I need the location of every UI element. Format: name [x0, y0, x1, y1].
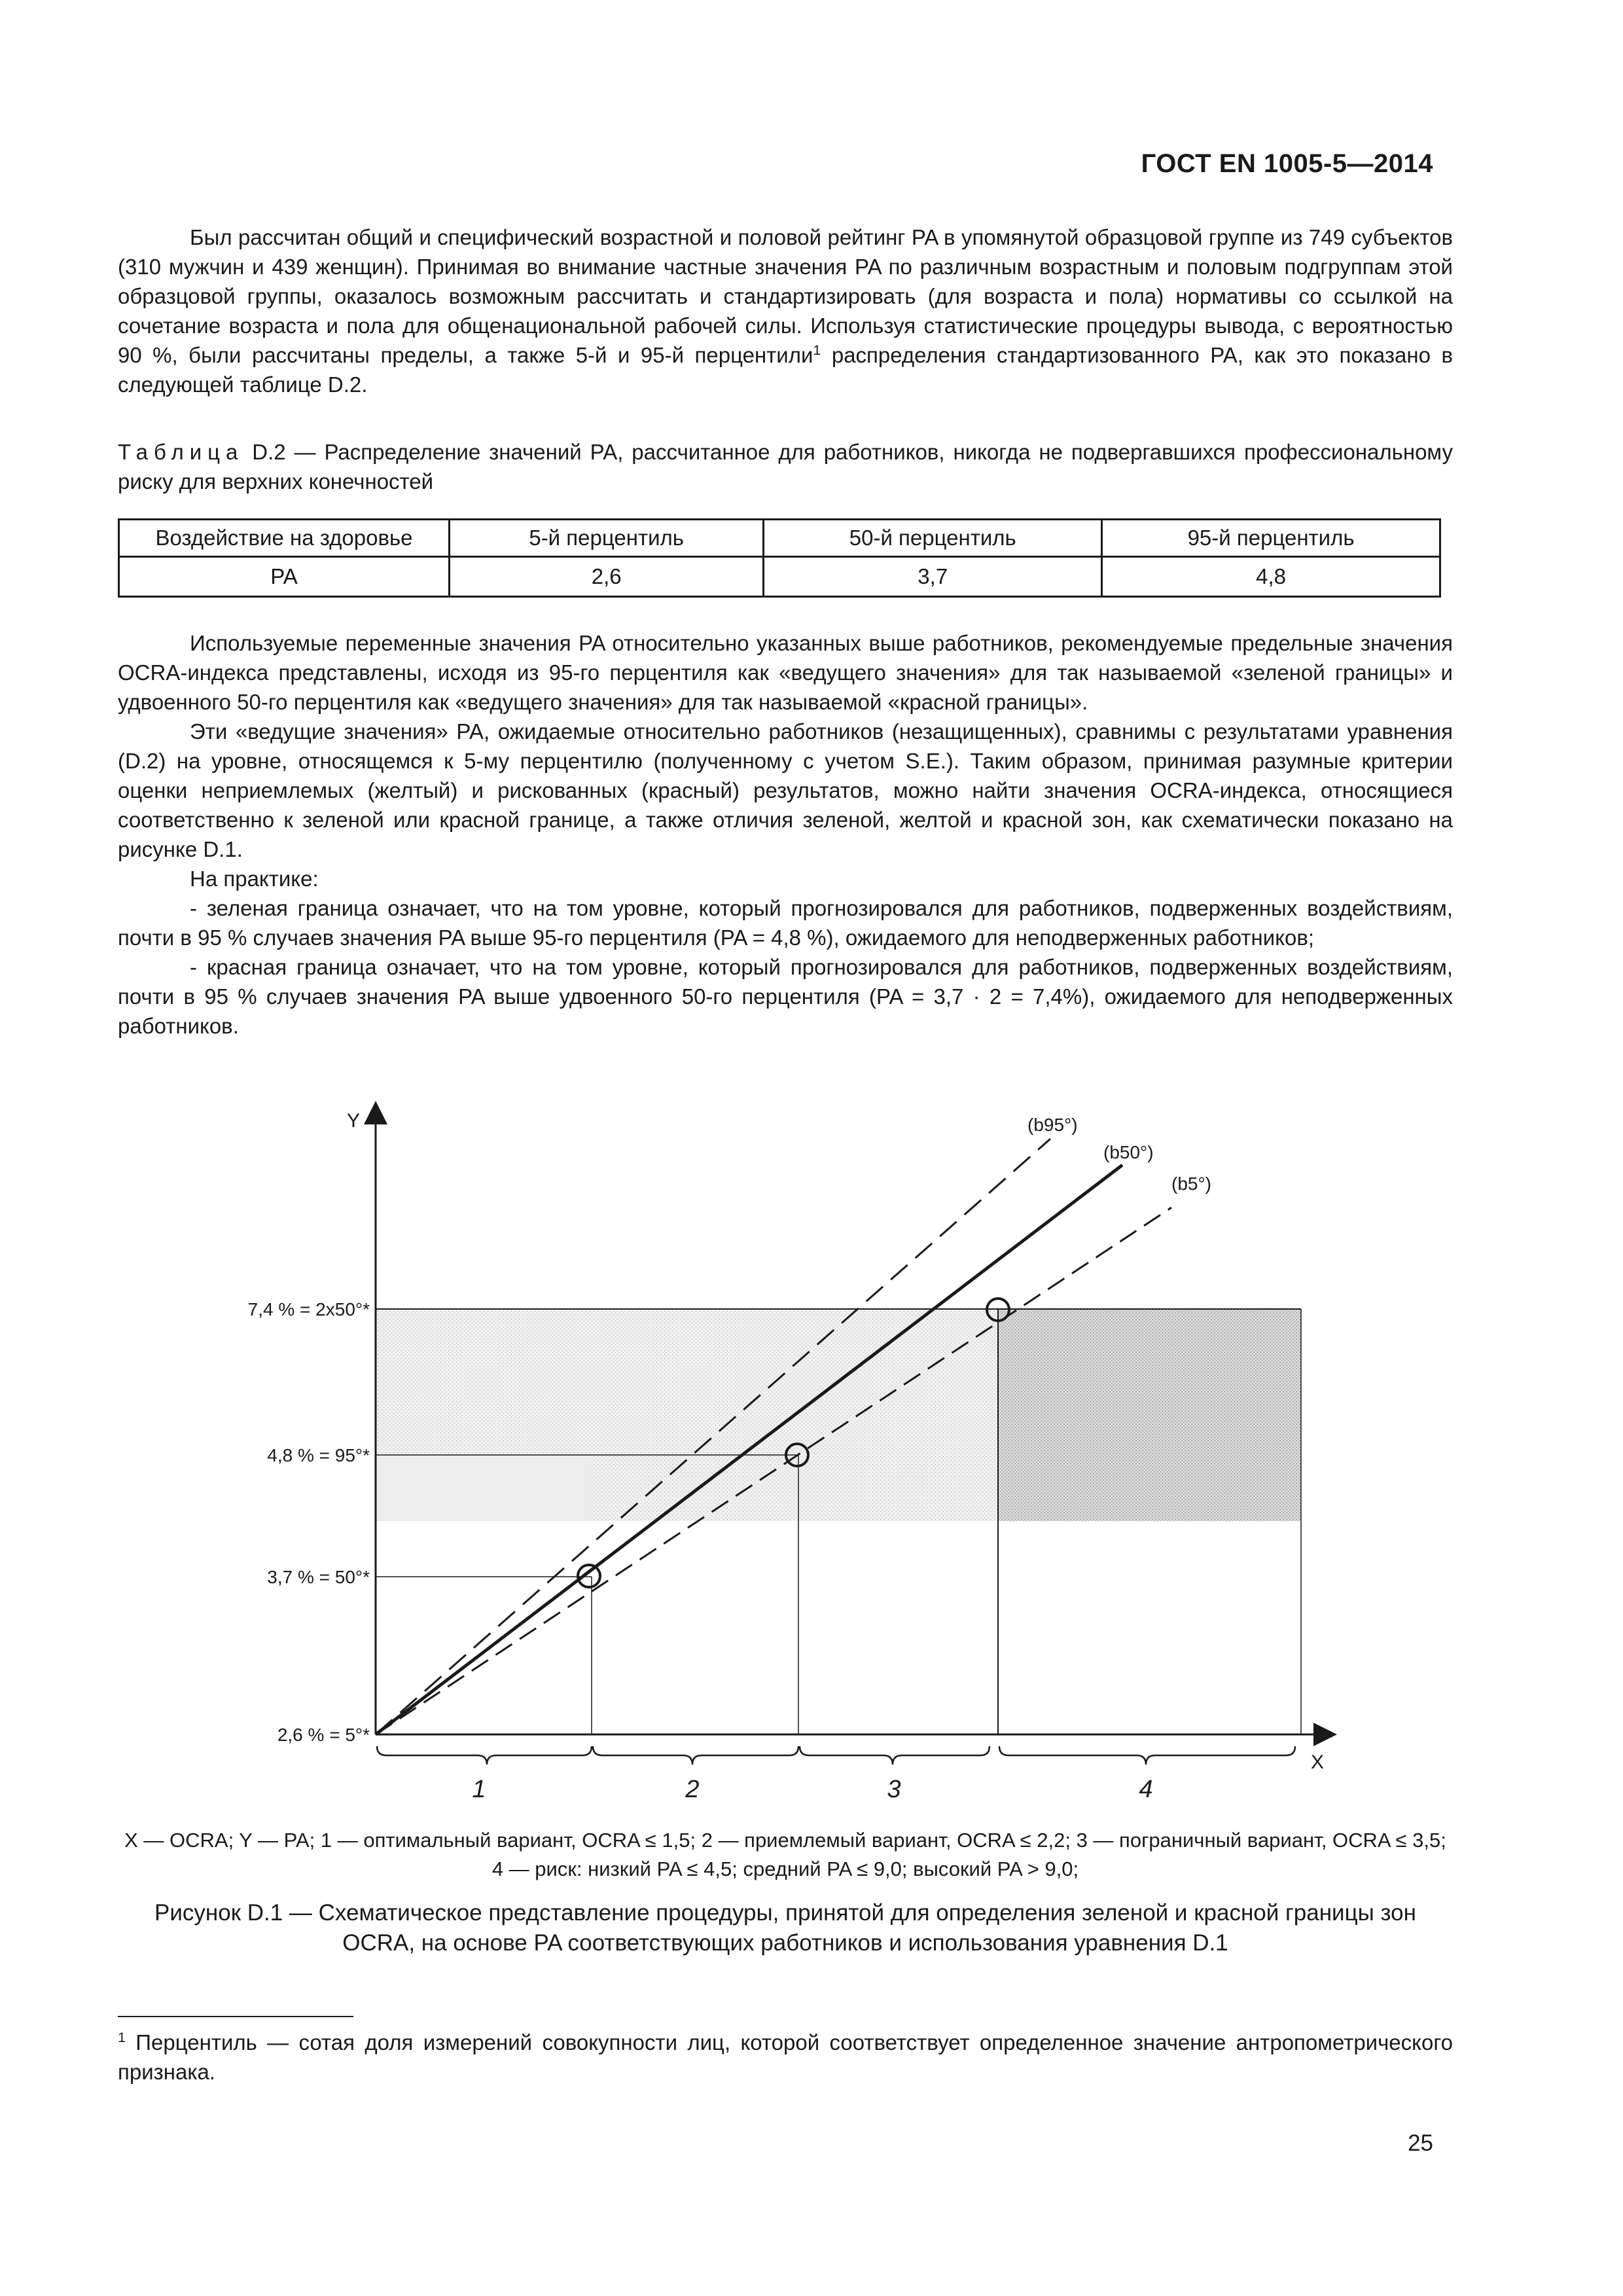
body-text	[118, 628, 1453, 1041]
paragraph: - красная граница означает, что на том уровне, который прогнозировался для работников, подверженных воздействиям, почти в 95 % случаев значения PA выше удвоенного 50-го перцентиля (PA = 3,7 · 2 = 7,4%), ожидаемого для неподверженных работников.	[118, 955, 1453, 1038]
table-header-cell: 95-й перцентиль	[1102, 520, 1440, 557]
paragraph: - зеленая граница означает, что на том уровне, который прогнозировался для работников, подверженных воздействиям, почти в 95 % случаев значения PA выше 95-го перцентиля (PA = 4,8 %), ожидаемого для неподверженных работников;	[118, 896, 1453, 950]
table-cell: PA	[119, 557, 450, 597]
figure-legend: X — OCRA; Y — PA; 1 — оптимальный вариант, OCRA ≤ 1,5; 2 — приемлемый вариант, OCRA ≤ 2,2; 3 — пограничный вариант, OCRA ≤ 3,5; 4 — риск: низкий PA ≤ 4,5; средний PA ≤ 9,0; высокий PA > 9,0;	[124, 1829, 1446, 1880]
table-caption-label: Таблица	[118, 440, 244, 464]
table-row	[119, 557, 1440, 597]
intro-paragraph	[118, 223, 1453, 399]
y-tick-label: 2,6 % = 5°*	[277, 1725, 370, 1745]
table-header-cell: 5-й перцентиль	[450, 520, 764, 557]
zone-2-area	[592, 1448, 798, 1521]
footnote-divider	[118, 2016, 353, 2017]
standard-header: ГОСТ EN 1005-5—2014	[1141, 149, 1433, 178]
intro-text: Был рассчитан общий и специфический возрастной и половой рейтинг PA в упомянутой образцовой группе из 749 субъектов (310 мужчин и 439 женщин). Принимая во внимание частные значения PA по различным возрастным и половым подгруппам этой образцовой группы, оказалось возможным рассчитать и стандартизировать (для возраста и пола) нормативы со ссылкой на сочетание возраста и пола для общенациональной рабочей силы. Используя статистические процедуры вывода, с вероятностью 90 %, были рассчитаны пределы, а также 5-й и 95-й перцентили	[118, 225, 1453, 367]
table-cell: 3,7	[764, 557, 1102, 597]
y-tick-label: 3,7 % = 50°*	[267, 1567, 370, 1587]
line-label-b5: (b5°)	[1171, 1174, 1211, 1194]
table-cell: 4,8	[1102, 557, 1440, 597]
table-header-row	[119, 520, 1440, 557]
table-header-cell: 50-й перцентиль	[764, 520, 1102, 557]
y-tick-label: 4,8 % = 95°*	[267, 1445, 370, 1465]
line-label-b50: (b50°)	[1103, 1142, 1154, 1162]
footnote-text: Перцентиль — сотая доля измерений совокупности лиц, которой соответствует определенное значение антропометрического признака.	[118, 2030, 1453, 2084]
footnote	[118, 2028, 1453, 2087]
footnote-mark: 1	[118, 2030, 126, 2045]
zone-4-area	[998, 1309, 1301, 1521]
paragraph: Эти «ведущие значения» PA, ожидаемые относительно работников (незащищенных), сравнимы с результатами уравнения (D.2) на уровне, относящемся к 5-му перцентилю (полученному с учетом S.E.). Таким образом, принимая разумные критерии оценки неприемлемых (желтый) и рискованных (красный) результатов, можно найти значения OCRA-индекса, относящиеся соответственно к зеленой или красной границе, а также отличия зеленой, желтой и красной зон, как схематически показано на рисунке D.1.	[118, 719, 1453, 861]
table-caption	[118, 437, 1453, 496]
y-tick-label: 7,4 % = 2x50°*	[247, 1299, 370, 1319]
zone-label: 2	[685, 1776, 700, 1803]
zone-braces	[377, 1746, 1295, 1765]
zone-label: 1	[472, 1776, 486, 1803]
x-axis-label: X	[1311, 1751, 1325, 1773]
table-header-cell: Воздействие на здоровье	[119, 520, 450, 557]
zone-label: 4	[1139, 1776, 1153, 1803]
paragraph: На практике:	[190, 867, 319, 891]
page-number: 25	[1408, 2130, 1433, 2156]
zone-area	[376, 1454, 592, 1521]
figure-d1	[0, 1086, 1623, 1820]
intro-tail: распределения стандартизованного PA, как это показано в следующей таблице D.2.	[118, 343, 1453, 397]
figure-caption: Рисунок D.1 — Схематическое представление процедуры, принятой для определения зеленой и красной границы зон OCRA, на основе PA соответствующих работников и использования уравнения D.1	[154, 1900, 1416, 1956]
zone-label: 3	[887, 1776, 901, 1803]
table-cell: 2,6	[450, 557, 764, 597]
paragraph: Используемые переменные значения PA относительно указанных выше работников, рекомендуемые предельные значения OCRA-индекса представлены, исходя из 95-го перцентиля как «ведущего значения» для так называемой «зеленой границы» и удвоенного 50-го перцентиля как «ведущего значения» для так называемой «красной границы».	[118, 631, 1453, 714]
percentile-table	[118, 518, 1441, 598]
table-caption-text: D.2 — Распределение значений PA, рассчитанное для работников, никогда не подвергавшихся профессиональному риску для верхних конечностей	[118, 440, 1453, 493]
footnote-ref: 1	[813, 342, 821, 358]
y-axis-label: Y	[347, 1110, 361, 1132]
line-label-b95: (b95°)	[1027, 1115, 1078, 1135]
